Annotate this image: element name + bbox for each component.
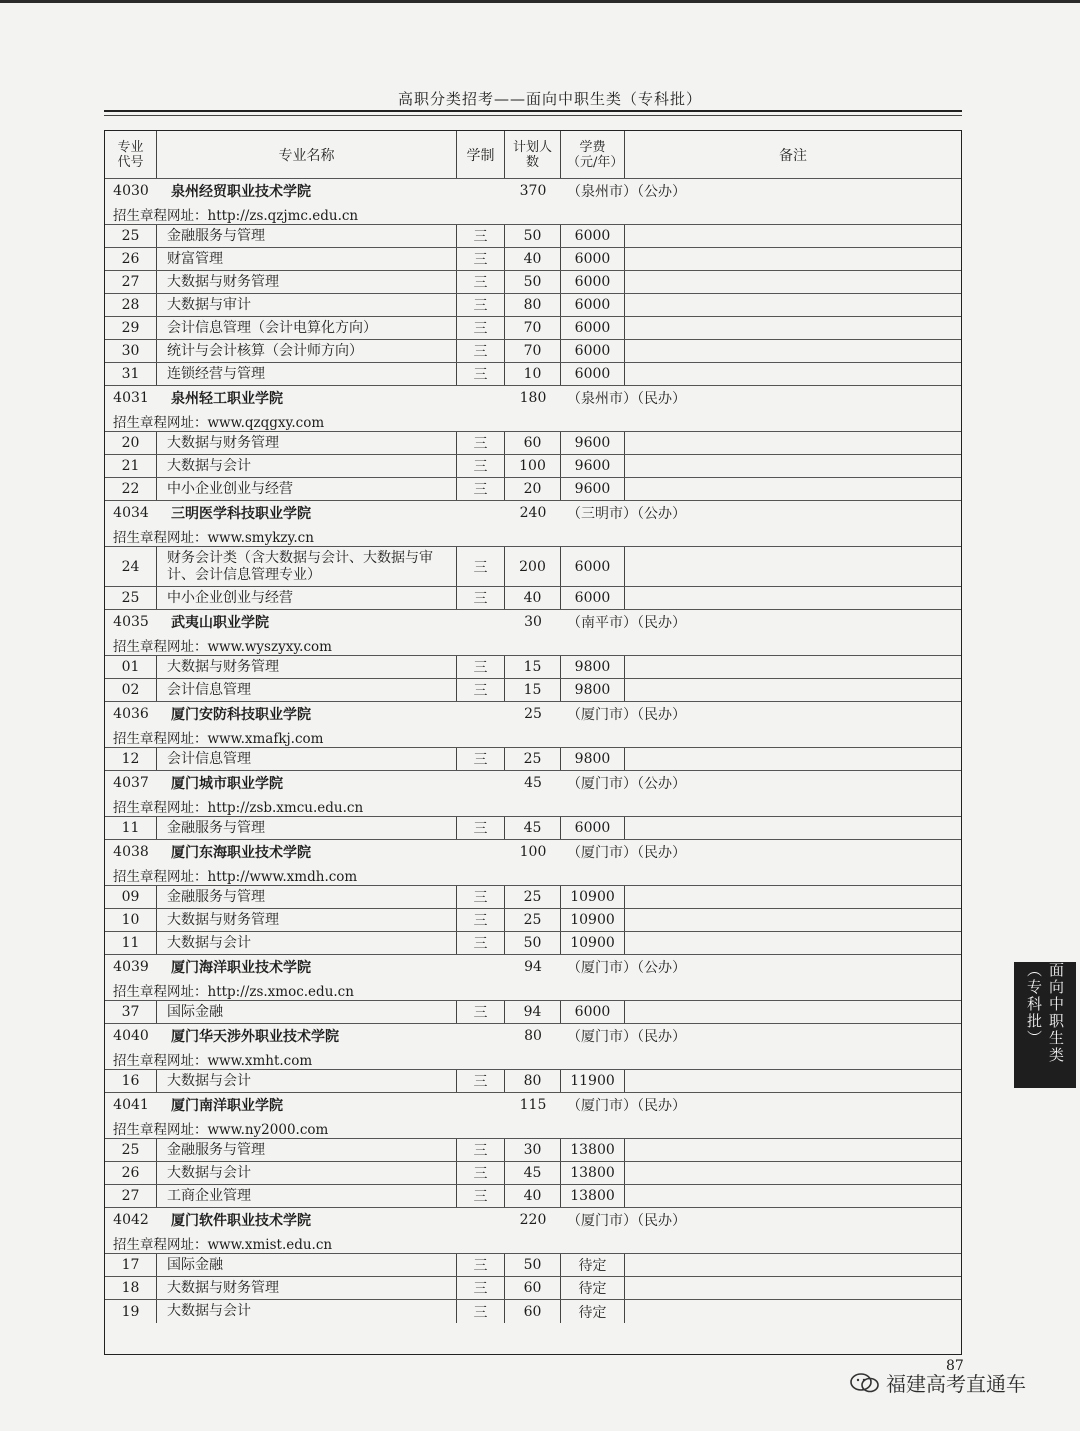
major-note bbox=[625, 1162, 961, 1184]
school-url: 招生章程网址：http://zsb.xmcu.edu.cn bbox=[105, 795, 961, 817]
major-code: 11 bbox=[105, 817, 157, 839]
major-row bbox=[105, 886, 961, 909]
major-code: 02 bbox=[105, 679, 157, 701]
major-fee: 10900 bbox=[561, 909, 625, 931]
watermark-text: 福建高考直通车 bbox=[886, 1372, 1026, 1396]
major-code: 18 bbox=[105, 1277, 157, 1299]
major-row bbox=[105, 271, 961, 294]
major-row bbox=[105, 248, 961, 271]
major-plan: 50 bbox=[505, 271, 561, 293]
major-row bbox=[105, 1300, 961, 1323]
major-row bbox=[105, 679, 961, 702]
major-name: 连锁经营与管理 bbox=[157, 363, 457, 385]
wechat-icon bbox=[850, 1372, 880, 1394]
table-body bbox=[105, 179, 961, 1323]
major-plan: 15 bbox=[505, 679, 561, 701]
school-name: 武夷山职业学院 bbox=[171, 615, 269, 631]
school-name: 厦门南洋职业学院 bbox=[171, 1098, 283, 1114]
school-url: 招生章程网址：www.xmht.com bbox=[105, 1048, 961, 1070]
school-name: 厦门城市职业学院 bbox=[171, 776, 283, 792]
major-note bbox=[625, 817, 961, 839]
school-location: （厦门市）（民办） bbox=[567, 1213, 686, 1229]
major-row bbox=[105, 817, 961, 840]
major-note bbox=[625, 1277, 961, 1299]
major-row bbox=[105, 932, 961, 955]
school-location: （厦门市）（公办） bbox=[567, 960, 686, 976]
major-plan: 100 bbox=[505, 455, 561, 477]
major-row bbox=[105, 340, 961, 363]
major-plan: 15 bbox=[505, 656, 561, 678]
major-plan: 60 bbox=[505, 1277, 561, 1299]
major-note bbox=[625, 932, 961, 954]
major-row bbox=[105, 1001, 961, 1024]
major-plan: 40 bbox=[505, 587, 561, 609]
school-code: 4039 bbox=[113, 959, 149, 975]
major-fee: 6000 bbox=[561, 587, 625, 609]
school-code: 4041 bbox=[113, 1097, 149, 1113]
major-row bbox=[105, 1162, 961, 1185]
major-code: 17 bbox=[105, 1254, 157, 1276]
major-note bbox=[625, 748, 961, 770]
major-name: 财富管理 bbox=[157, 248, 457, 270]
school-plan: 94 bbox=[524, 959, 542, 975]
major-plan: 40 bbox=[505, 248, 561, 270]
major-fee: 9600 bbox=[561, 432, 625, 454]
school-plan: 220 bbox=[519, 1212, 547, 1228]
header-system: 学制 bbox=[457, 131, 505, 178]
school-code: 4034 bbox=[113, 505, 149, 521]
major-fee: 6000 bbox=[561, 271, 625, 293]
school-location: （厦门市）（民办） bbox=[567, 1029, 686, 1045]
major-code: 09 bbox=[105, 886, 157, 908]
school-plan: 30 bbox=[524, 614, 542, 630]
page-header: 高职分类招考——面向中职生类（专科批） bbox=[397, 90, 702, 108]
major-name: 大数据与财务管理 bbox=[157, 909, 457, 931]
major-row bbox=[105, 363, 961, 386]
major-system: 三 bbox=[457, 1185, 505, 1207]
major-fee: 6000 bbox=[561, 1001, 625, 1023]
major-plan: 50 bbox=[505, 1254, 561, 1276]
major-plan: 25 bbox=[505, 748, 561, 770]
major-name: 中小企业创业与经营 bbox=[157, 478, 457, 500]
major-system: 三 bbox=[457, 248, 505, 270]
major-code: 31 bbox=[105, 363, 157, 385]
major-system: 三 bbox=[457, 1162, 505, 1184]
major-note bbox=[625, 1139, 961, 1161]
school-name: 厦门海洋职业技术学院 bbox=[171, 960, 311, 976]
school-name: 厦门东海职业技术学院 bbox=[171, 845, 311, 861]
major-system: 三 bbox=[457, 656, 505, 678]
major-name: 财务会计类（含大数据与会计、大数据与审计、会计信息管理专业） bbox=[157, 547, 457, 586]
major-code: 21 bbox=[105, 455, 157, 477]
page-number: 87 bbox=[946, 1358, 964, 1374]
school-url: 招生章程网址：www.ny2000.com bbox=[105, 1117, 961, 1139]
major-code: 28 bbox=[105, 294, 157, 316]
header-rule bbox=[104, 110, 962, 112]
school-location: （厦门市）（公办） bbox=[567, 776, 686, 792]
school-url: 招生章程网址：http://www.xmdh.com bbox=[105, 864, 961, 886]
major-system: 三 bbox=[457, 271, 505, 293]
school-code: 4030 bbox=[113, 183, 149, 199]
school-row bbox=[105, 840, 961, 864]
major-name: 大数据与财务管理 bbox=[157, 432, 457, 454]
major-note bbox=[625, 1070, 961, 1092]
major-row bbox=[105, 1070, 961, 1093]
major-plan: 50 bbox=[505, 932, 561, 954]
major-plan: 60 bbox=[505, 1300, 561, 1323]
major-plan: 50 bbox=[505, 225, 561, 247]
school-plan: 115 bbox=[519, 1097, 547, 1113]
major-note bbox=[625, 886, 961, 908]
major-system: 三 bbox=[457, 817, 505, 839]
school-code: 4040 bbox=[113, 1028, 149, 1044]
major-note bbox=[625, 1185, 961, 1207]
major-note bbox=[625, 317, 961, 339]
major-plan: 80 bbox=[505, 1070, 561, 1092]
major-note bbox=[625, 225, 961, 247]
major-code: 26 bbox=[105, 248, 157, 270]
school-name: 厦门软件职业技术学院 bbox=[171, 1213, 311, 1229]
major-fee: 待定 bbox=[561, 1300, 625, 1323]
major-plan: 70 bbox=[505, 340, 561, 362]
major-plan: 45 bbox=[505, 1162, 561, 1184]
major-note bbox=[625, 909, 961, 931]
major-system: 三 bbox=[457, 748, 505, 770]
major-plan: 94 bbox=[505, 1001, 561, 1023]
major-code: 16 bbox=[105, 1070, 157, 1092]
major-code: 29 bbox=[105, 317, 157, 339]
major-system: 三 bbox=[457, 1070, 505, 1092]
major-note bbox=[625, 1300, 961, 1323]
major-plan: 200 bbox=[505, 547, 561, 586]
major-fee: 6000 bbox=[561, 317, 625, 339]
school-row bbox=[105, 179, 961, 203]
school-row bbox=[105, 1093, 961, 1117]
major-fee: 13800 bbox=[561, 1185, 625, 1207]
major-fee: 9800 bbox=[561, 656, 625, 678]
major-fee: 6000 bbox=[561, 363, 625, 385]
major-name: 中小企业创业与经营 bbox=[157, 587, 457, 609]
school-row bbox=[105, 386, 961, 410]
major-fee: 11900 bbox=[561, 1070, 625, 1092]
major-system: 三 bbox=[457, 932, 505, 954]
major-code: 10 bbox=[105, 909, 157, 931]
major-system: 三 bbox=[457, 1139, 505, 1161]
major-plan: 30 bbox=[505, 1139, 561, 1161]
school-name: 厦门安防科技职业学院 bbox=[171, 707, 311, 723]
header-note: 备注 bbox=[779, 147, 807, 164]
major-code: 27 bbox=[105, 1185, 157, 1207]
header-fee: 学费（元/年） bbox=[561, 131, 625, 178]
school-row bbox=[105, 610, 961, 634]
school-location: （厦门市）（民办） bbox=[567, 1098, 686, 1114]
major-note bbox=[625, 363, 961, 385]
header-code: 专业代号 bbox=[105, 131, 157, 178]
school-location: （厦门市）（民办） bbox=[567, 845, 686, 861]
school-location: （三明市）（公办） bbox=[567, 506, 686, 522]
school-row bbox=[105, 1024, 961, 1048]
major-system: 三 bbox=[457, 1277, 505, 1299]
major-row bbox=[105, 547, 961, 587]
school-plan: 45 bbox=[524, 775, 542, 791]
school-url: 招生章程网址：www.smykzy.cn bbox=[105, 525, 961, 547]
major-system: 三 bbox=[457, 455, 505, 477]
major-row bbox=[105, 1254, 961, 1277]
major-row bbox=[105, 317, 961, 340]
major-code: 30 bbox=[105, 340, 157, 362]
school-code: 4037 bbox=[113, 775, 149, 791]
school-location: （南平市）（民办） bbox=[567, 615, 686, 631]
major-note bbox=[625, 432, 961, 454]
major-code: 22 bbox=[105, 478, 157, 500]
header-name: 专业名称 bbox=[157, 131, 457, 178]
major-name: 统计与会计核算（会计师方向） bbox=[157, 340, 457, 362]
school-name: 三明医学科技职业学院 bbox=[171, 506, 311, 522]
major-fee: 6000 bbox=[561, 225, 625, 247]
major-code: 01 bbox=[105, 656, 157, 678]
major-plan: 45 bbox=[505, 817, 561, 839]
school-name: 厦门华天涉外职业技术学院 bbox=[171, 1029, 339, 1045]
major-plan: 10 bbox=[505, 363, 561, 385]
header-rule-thin bbox=[104, 115, 962, 116]
school-row bbox=[105, 955, 961, 979]
major-plan: 25 bbox=[505, 909, 561, 931]
major-code: 27 bbox=[105, 271, 157, 293]
major-row bbox=[105, 225, 961, 248]
major-row bbox=[105, 455, 961, 478]
major-code: 25 bbox=[105, 225, 157, 247]
major-note bbox=[625, 478, 961, 500]
major-system: 三 bbox=[457, 432, 505, 454]
major-system: 三 bbox=[457, 547, 505, 586]
major-note bbox=[625, 1254, 961, 1276]
major-row bbox=[105, 1139, 961, 1162]
major-fee: 9800 bbox=[561, 679, 625, 701]
major-code: 20 bbox=[105, 432, 157, 454]
major-note bbox=[625, 1001, 961, 1023]
major-fee: 10900 bbox=[561, 932, 625, 954]
major-system: 三 bbox=[457, 225, 505, 247]
major-note bbox=[625, 271, 961, 293]
major-fee: 6000 bbox=[561, 340, 625, 362]
major-name: 大数据与会计 bbox=[157, 932, 457, 954]
major-name: 大数据与财务管理 bbox=[157, 271, 457, 293]
major-name: 金融服务与管理 bbox=[157, 1139, 457, 1161]
major-code: 24 bbox=[105, 547, 157, 586]
major-name: 大数据与会计 bbox=[157, 1300, 457, 1323]
major-system: 三 bbox=[457, 679, 505, 701]
major-name: 大数据与财务管理 bbox=[157, 656, 457, 678]
major-row bbox=[105, 1185, 961, 1208]
school-plan: 370 bbox=[519, 183, 547, 199]
major-plan: 70 bbox=[505, 317, 561, 339]
header-plan: 计划人数 bbox=[505, 131, 561, 178]
major-name: 会计信息管理 bbox=[157, 679, 457, 701]
major-name: 大数据与会计 bbox=[157, 455, 457, 477]
table-header-row bbox=[105, 131, 961, 179]
major-name: 大数据与审计 bbox=[157, 294, 457, 316]
school-row bbox=[105, 771, 961, 795]
major-system: 三 bbox=[457, 317, 505, 339]
major-plan: 60 bbox=[505, 432, 561, 454]
major-name: 大数据与会计 bbox=[157, 1162, 457, 1184]
major-fee: 10900 bbox=[561, 886, 625, 908]
major-fee: 待定 bbox=[561, 1277, 625, 1299]
school-row bbox=[105, 501, 961, 525]
major-note bbox=[625, 587, 961, 609]
school-plan: 25 bbox=[524, 706, 542, 722]
major-fee: 6000 bbox=[561, 248, 625, 270]
page-top-rule bbox=[0, 0, 1080, 3]
major-note bbox=[625, 656, 961, 678]
school-row bbox=[105, 1208, 961, 1232]
major-row bbox=[105, 478, 961, 501]
major-fee: 6000 bbox=[561, 547, 625, 586]
school-location: （泉州市）（民办） bbox=[567, 391, 686, 407]
major-system: 三 bbox=[457, 340, 505, 362]
major-fee: 9600 bbox=[561, 478, 625, 500]
major-name: 会计信息管理（会计电算化方向） bbox=[157, 317, 457, 339]
major-name: 国际金融 bbox=[157, 1254, 457, 1276]
major-system: 三 bbox=[457, 363, 505, 385]
school-plan: 80 bbox=[524, 1028, 542, 1044]
major-fee: 6000 bbox=[561, 817, 625, 839]
school-name: 泉州轻工职业学院 bbox=[171, 391, 283, 407]
school-code: 4038 bbox=[113, 844, 149, 860]
major-name: 大数据与财务管理 bbox=[157, 1277, 457, 1299]
school-code: 4035 bbox=[113, 614, 149, 630]
school-code: 4042 bbox=[113, 1212, 149, 1228]
school-plan: 180 bbox=[519, 390, 547, 406]
major-code: 12 bbox=[105, 748, 157, 770]
major-system: 三 bbox=[457, 587, 505, 609]
major-system: 三 bbox=[457, 478, 505, 500]
major-code: 25 bbox=[105, 1139, 157, 1161]
school-url: 招生章程网址：http://zs.qzjmc.edu.cn bbox=[105, 203, 961, 225]
major-plan: 20 bbox=[505, 478, 561, 500]
major-name: 会计信息管理 bbox=[157, 748, 457, 770]
major-fee: 13800 bbox=[561, 1139, 625, 1161]
enrollment-table bbox=[104, 130, 962, 1355]
school-code: 4036 bbox=[113, 706, 149, 722]
major-name: 工商企业管理 bbox=[157, 1185, 457, 1207]
school-url: 招生章程网址：http://zs.xmoc.edu.cn bbox=[105, 979, 961, 1001]
major-fee: 13800 bbox=[561, 1162, 625, 1184]
school-location: （泉州市）（公办） bbox=[567, 184, 686, 200]
major-plan: 25 bbox=[505, 886, 561, 908]
school-url: 招生章程网址：www.xmafkj.com bbox=[105, 726, 961, 748]
major-name: 金融服务与管理 bbox=[157, 225, 457, 247]
school-plan: 100 bbox=[519, 844, 547, 860]
section-side-tab: 面向中职生类（专科批） bbox=[1014, 962, 1076, 1088]
major-row bbox=[105, 294, 961, 317]
major-system: 三 bbox=[457, 886, 505, 908]
major-name: 大数据与会计 bbox=[157, 1070, 457, 1092]
major-code: 11 bbox=[105, 932, 157, 954]
major-row bbox=[105, 909, 961, 932]
major-code: 19 bbox=[105, 1300, 157, 1323]
major-name: 金融服务与管理 bbox=[157, 817, 457, 839]
school-url: 招生章程网址：www.wyszyxy.com bbox=[105, 634, 961, 656]
major-row bbox=[105, 587, 961, 610]
major-note bbox=[625, 547, 961, 586]
major-system: 三 bbox=[457, 1300, 505, 1323]
school-plan: 240 bbox=[519, 505, 547, 521]
major-code: 37 bbox=[105, 1001, 157, 1023]
major-note bbox=[625, 679, 961, 701]
major-note bbox=[625, 248, 961, 270]
major-row bbox=[105, 432, 961, 455]
school-location: （厦门市）（民办） bbox=[567, 707, 686, 723]
major-fee: 9600 bbox=[561, 455, 625, 477]
major-name: 国际金融 bbox=[157, 1001, 457, 1023]
major-system: 三 bbox=[457, 1001, 505, 1023]
school-name: 泉州经贸职业技术学院 bbox=[171, 184, 311, 200]
major-code: 25 bbox=[105, 587, 157, 609]
school-url: 招生章程网址：www.xmist.edu.cn bbox=[105, 1232, 961, 1254]
major-fee: 待定 bbox=[561, 1254, 625, 1276]
major-system: 三 bbox=[457, 294, 505, 316]
school-row bbox=[105, 702, 961, 726]
major-row bbox=[105, 748, 961, 771]
major-system: 三 bbox=[457, 1254, 505, 1276]
major-code: 26 bbox=[105, 1162, 157, 1184]
watermark bbox=[850, 1368, 1026, 1397]
school-code: 4031 bbox=[113, 390, 149, 406]
major-fee: 9800 bbox=[561, 748, 625, 770]
school-url: 招生章程网址：www.qzqgxy.com bbox=[105, 410, 961, 432]
major-row bbox=[105, 1277, 961, 1300]
major-fee: 6000 bbox=[561, 294, 625, 316]
major-name: 金融服务与管理 bbox=[157, 886, 457, 908]
major-plan: 40 bbox=[505, 1185, 561, 1207]
major-row bbox=[105, 656, 961, 679]
major-note bbox=[625, 455, 961, 477]
major-note bbox=[625, 294, 961, 316]
major-plan: 80 bbox=[505, 294, 561, 316]
major-system: 三 bbox=[457, 909, 505, 931]
major-note bbox=[625, 340, 961, 362]
